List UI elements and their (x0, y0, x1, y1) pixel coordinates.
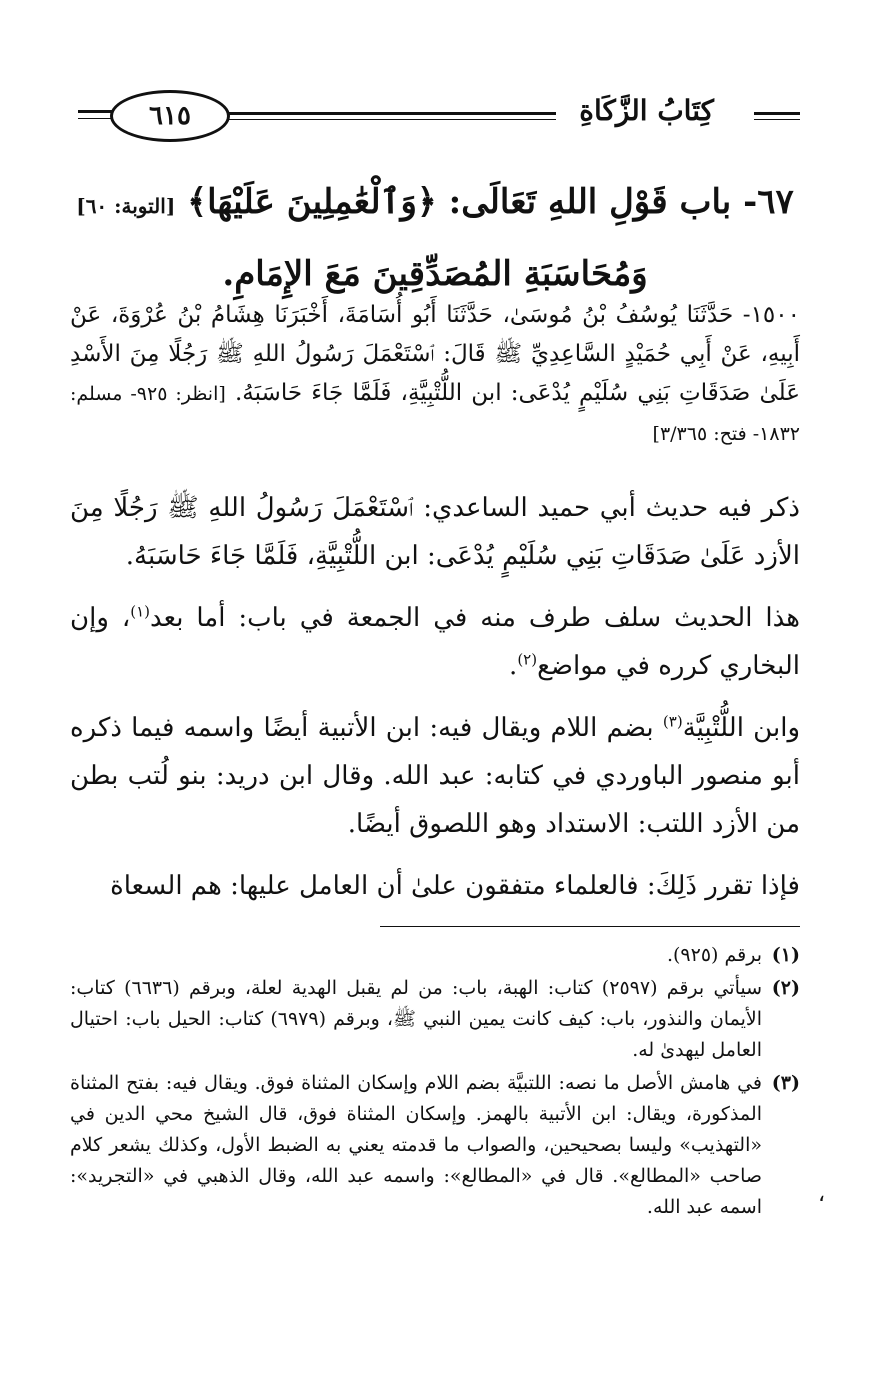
header-rule-middle-thin (226, 119, 556, 120)
page-header (78, 88, 800, 148)
commentary-paragraph-1: ذكر فيه حديث أبي حميد الساعدي: ٱسْتَعْمَلَ رَسُولُ اللهِ ﷺ رَجُلًا مِنَ الأزد عَلَىٰ صَدَقَاتِ بَنِي سُلَيْمٍ يُدْعَى: ابن اللُّتْبِيَّةِ، فَلَمَّا جَاءَ حَاسَبَهُ. (70, 493, 800, 571)
commentary-paragraph-4: فإذا تقرر ذَلِكَ: فالعلماء متفقون علىٰ أن العامل عليها: هم السعاة (110, 871, 800, 901)
chapter-heading-line2: وَمُحَاسَبَةِ المُصَدِّقِينَ مَعَ الإِمَامِ. (222, 254, 648, 294)
footnote-item (70, 940, 800, 971)
footnote-marker-1: (١) (130, 602, 150, 621)
footnote-text: برقم (٩٢٥). (666, 944, 762, 966)
chapter-heading-line1 (70, 168, 800, 240)
quran-reference: [التوبة: ٦٠] (76, 194, 176, 218)
header-rule-right-thin (754, 119, 800, 120)
commentary-p2-text-a: هذا الحديث سلف طرف منه في الجمعة في باب: أما بعد (150, 603, 800, 633)
footnote-item (70, 973, 800, 1066)
chapter-title: ٦٧- باب قَوْلِ اللهِ تَعَالَى: ﴿وَٱلْعَٰمِلِينَ عَلَيْهَا﴾ (187, 182, 794, 222)
page-number (110, 90, 230, 142)
footnote-number: (٢) (771, 977, 800, 999)
footnote-marker-2: (٢) (517, 650, 538, 669)
commentary-p2-text-b: ، وإن البخاري كرره في مواضع (70, 603, 800, 681)
page-number-text: ٦١٥ (149, 101, 191, 131)
footnote-separator (380, 926, 800, 927)
commentary (70, 484, 800, 924)
commentary-paragraph-3 (70, 704, 800, 848)
footnote-number: (١) (771, 944, 800, 966)
footnotes (70, 940, 800, 1225)
header-rule-right (754, 112, 800, 115)
footnote-number: (٣) (771, 1072, 800, 1094)
footnote-text: سيأتي برقم (٢٥٩٧) كتاب: الهبة، باب: من لم يقبل الهدية لعلة، وبرقم (٦٦٣٦) كتاب: الأيمان والنذور، باب: كيف كانت يمين النبي ﷺ، وبرقم (٦٩٧٩) كتاب: الحيل باب: احتيال العامل ليهدىٰ له. (70, 977, 763, 1061)
footnote-marker-3: (٣) (662, 712, 683, 731)
chapter-heading (70, 168, 800, 308)
footnote-item (70, 1068, 800, 1223)
hadith-body: ١٥٠٠- حَدَّثَنَا يُوسُفُ بْنُ مُوسَىٰ، حَدَّثَنَا أَبُو أُسَامَةَ، أَخْبَرَنَا هِشَامُ بْنُ عُرْوَةَ، عَنْ أَبِيهِ، عَنْ أَبِي حُمَيْدٍ السَّاعِدِيِّ ﷺ قَالَ: ٱسْتَعْمَلَ رَسُولُ اللهِ ﷺ رَجُلًا مِنَ الأَسْدِ عَلَىٰ صَدَقَاتِ بَنِي سُلَيْمٍ يُدْعَى: ابن اللُّتْبِيَّةِ، فَلَمَّا جَاءَ حَاسَبَهُ. (70, 302, 800, 406)
running-title: كِتَابُ الزَّكَاةِ (579, 94, 714, 127)
commentary-p3-text-a: وابن اللُّتْبِيَّة (682, 713, 800, 743)
hadith-text (70, 296, 800, 454)
hadith-reference: [انظر: ٩٢٥- مسلم: ١٨٣٢- فتح: ٣/٣٦٥] (70, 383, 800, 445)
commentary-p3-text-b: بضم اللام ويقال فيه: ابن الأتبية أيضًا واسمه فيما ذكره أبو منصور الباوردي في كتابه: عبد الله. وقال ابن دريد: بنو لُتب بطن من الأزد اللتب: الاستداد وهو اللصوق أيضًا. (70, 713, 800, 839)
header-rule-middle (226, 112, 556, 115)
margin-mark: ، (818, 1182, 826, 1207)
footnote-text: في هامش الأصل ما نصه: اللتبيَّة بضم اللام وإسكان المثناة فوق. ويقال فيه: بفتح المثناة المذكورة، ويقال: ابن الأتبية بالهمز. وإسكان المثناة فوق، قال الشيخ محي الدين في «التهذيب» وليسا بصحيحين، والصواب ما قدمته يعني به الضبط الأول، وكذلك يشعر كلام صاحب «المطالع». قال في «المطالع»: واسمه عبد الله، وقال الذهبي في «التجريد»: اسمه عبد الله. (70, 1072, 762, 1218)
commentary-paragraph-2 (70, 594, 800, 690)
commentary-p2-text-c: . (509, 651, 518, 681)
